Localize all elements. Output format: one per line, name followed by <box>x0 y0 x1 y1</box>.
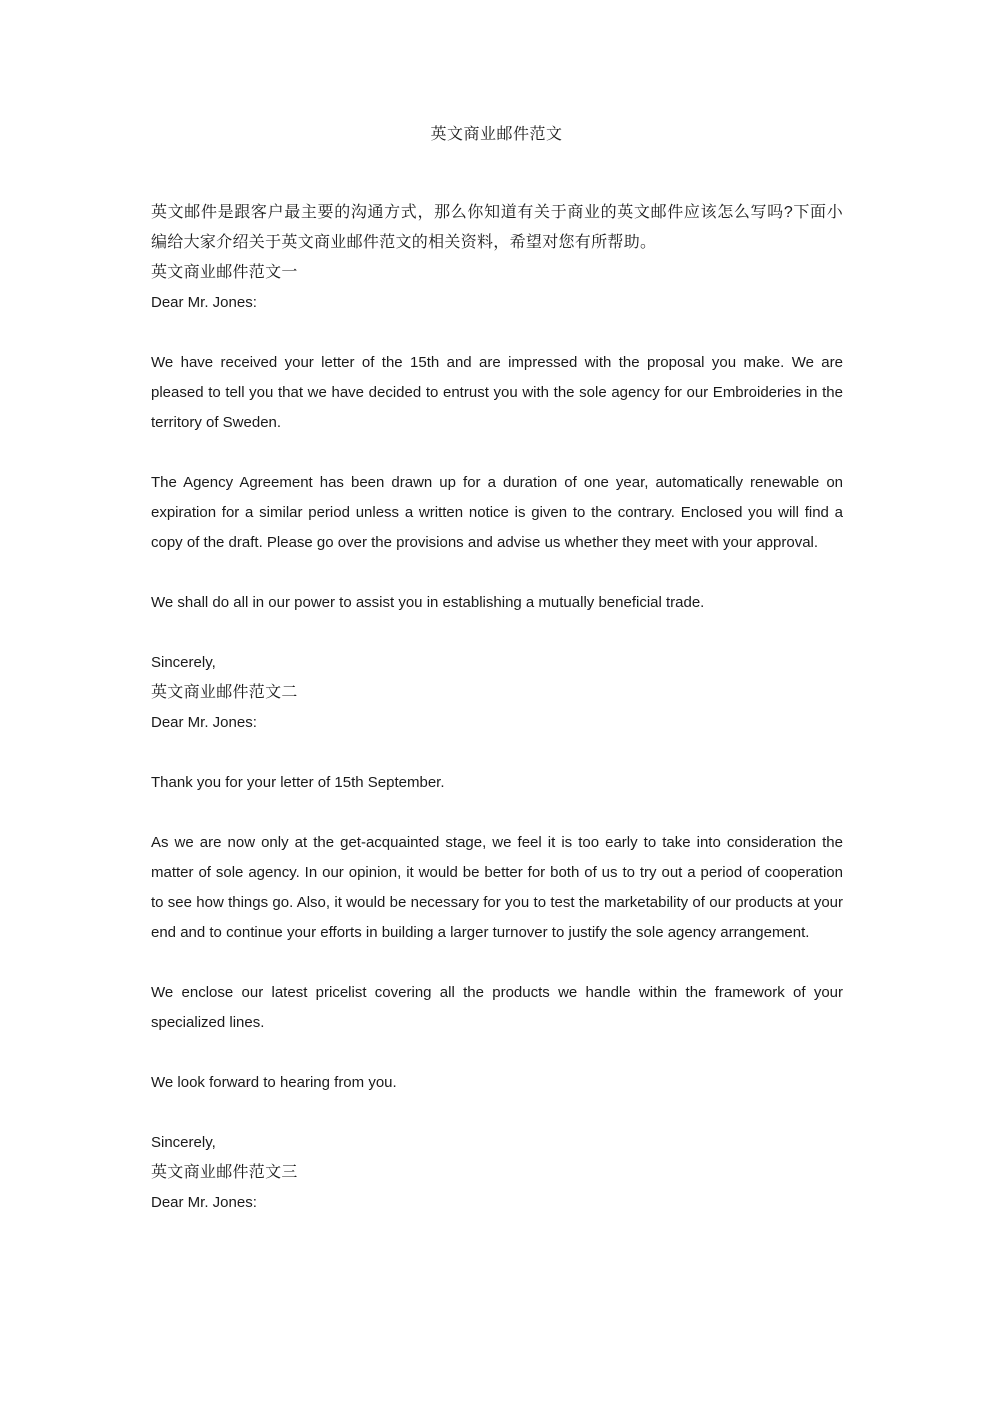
letter-2-salutation: Dear Mr. Jones: <box>151 714 257 731</box>
letter-1-paragraph-2: The Agency Agreement has been drawn up for a duration of one year, automatically renewable on expiration for a similar period unless a written notice is given to the contrary. Enclosed you will find a copy of the draft. Please go over the provisions and advise us whether they meet with your approval. <box>151 474 843 551</box>
letter-2-heading: 英文商业邮件范文二 <box>151 684 298 701</box>
spacer <box>151 558 843 588</box>
letter-1-paragraph-1: We have received your letter of the 15th and are impressed with the proposal you make. We are pleased to tell you that we have decided to entrust you with the sole agency for our Embroideries in the territory of Sweden. <box>151 354 843 431</box>
letter-2-paragraph-1: Thank you for your letter of 15th September. <box>151 774 445 791</box>
document-title: 英文商业邮件范文 <box>430 126 563 143</box>
letter-2-paragraph-3: We enclose our latest pricelist covering all the products we handle within the framework of your specialized lines. <box>151 984 843 1031</box>
letter-2-closing: Sincerely, <box>151 1134 216 1151</box>
letter-1-salutation: Dear Mr. Jones: <box>151 294 257 311</box>
letter-2-paragraph-2: As we are now only at the get-acquainted stage, we feel it is too early to take into consideration the matter of sole agency. In our opinion, it would be better for both of us to try out a period of cooperation to see how things go. Also, it would be necessary for you to test the marketability of our products at your end and to continue your efforts in building a larger turnover to justify the sole agency arrangement. <box>151 834 843 941</box>
letter-1-closing: Sincerely, <box>151 654 216 671</box>
letter-1-heading: 英文商业邮件范文一 <box>151 264 298 281</box>
spacer <box>151 1098 843 1128</box>
spacer <box>151 738 843 768</box>
spacer <box>151 438 843 468</box>
letter-2-paragraph-4: We look forward to hearing from you. <box>151 1074 397 1091</box>
letter-1-paragraph-3: We shall do all in our power to assist you in establishing a mutually beneficial trade. <box>151 594 705 611</box>
spacer <box>151 618 843 648</box>
intro-paragraph: 英文邮件是跟客户最主要的沟通方式，那么你知道有关于商业的英文邮件应该怎么写吗?下面小编给大家介绍关于英文商业邮件范文的相关资料，希望对您有所帮助。 <box>151 204 843 251</box>
spacer <box>151 318 843 348</box>
letter-3-heading: 英文商业邮件范文三 <box>151 1164 298 1181</box>
letter-3-salutation: Dear Mr. Jones: <box>151 1194 257 1211</box>
spacer <box>151 1038 843 1068</box>
spacer <box>151 948 843 978</box>
document-body <box>151 198 843 1218</box>
spacer <box>151 798 843 828</box>
